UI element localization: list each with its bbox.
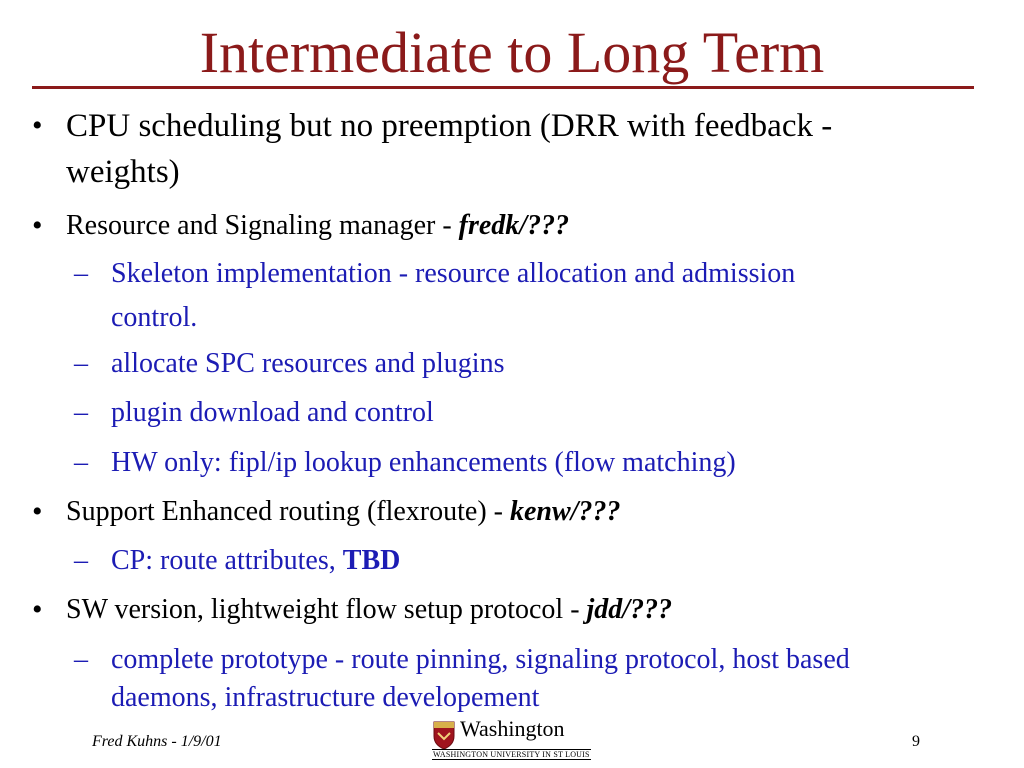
bullet-4-text: SW version, lightweight flow setup protocol -: [66, 594, 587, 625]
page-number: 9: [912, 733, 920, 750]
bullet-3: [66, 492, 620, 532]
bullet-icon: •: [32, 495, 43, 528]
bullet-icon: •: [32, 109, 43, 142]
bullet-1-line-2: weights): [66, 154, 180, 190]
sub-3-1-text: CP: route attributes,: [111, 545, 343, 576]
bullet-4: [66, 590, 672, 630]
sub-2-1-line-2: control.: [111, 302, 198, 333]
dash-icon: –: [74, 644, 88, 675]
sub-3-1-status: TBD: [342, 545, 401, 576]
bullet-2-owner: fredk/???: [458, 210, 570, 241]
sub-2-3: plugin download and control: [111, 397, 434, 428]
dash-icon: –: [74, 348, 88, 379]
bullet-3-text: Support Enhanced routing (flexroute) -: [66, 496, 510, 527]
dash-icon: –: [74, 397, 88, 428]
dash-icon: –: [74, 545, 88, 576]
university-logo: [432, 716, 592, 760]
slide-title: Intermediate to Long Term: [199, 20, 825, 85]
sub-2-2: allocate SPC resources and plugins: [111, 348, 505, 379]
bullet-3-owner: kenw/???: [509, 496, 621, 527]
bullet-2: [66, 206, 569, 246]
bullet-4-owner: jdd/???: [586, 594, 673, 625]
shield-icon: [432, 720, 456, 750]
dash-icon: –: [74, 258, 88, 289]
sub-4-1-line-1: complete prototype - route pinning, signaling protocol, host based: [111, 644, 850, 675]
logo-wordmark: Washington: [460, 716, 565, 741]
bullet-1-line-1: CPU scheduling but no preemption (DRR with feedback -: [66, 108, 833, 144]
bullet-icon: •: [32, 209, 43, 242]
dash-icon: –: [74, 447, 88, 478]
sub-2-4: HW only: fipl/ip lookup enhancements (flow matching): [111, 447, 736, 478]
sub-4-1-line-2: daemons, infrastructure developement: [111, 682, 540, 713]
bullet-2-text: Resource and Signaling manager -: [66, 210, 459, 241]
bullet-icon: •: [32, 593, 43, 626]
logo-subtitle: WASHINGTON UNIVERSITY IN ST LOUIS: [433, 750, 590, 759]
footer-author-date: Fred Kuhns - 1/9/01: [92, 733, 222, 750]
sub-2-1-line-1: Skeleton implementation - resource allocation and admission: [111, 258, 796, 289]
sub-3-1: [111, 541, 400, 581]
